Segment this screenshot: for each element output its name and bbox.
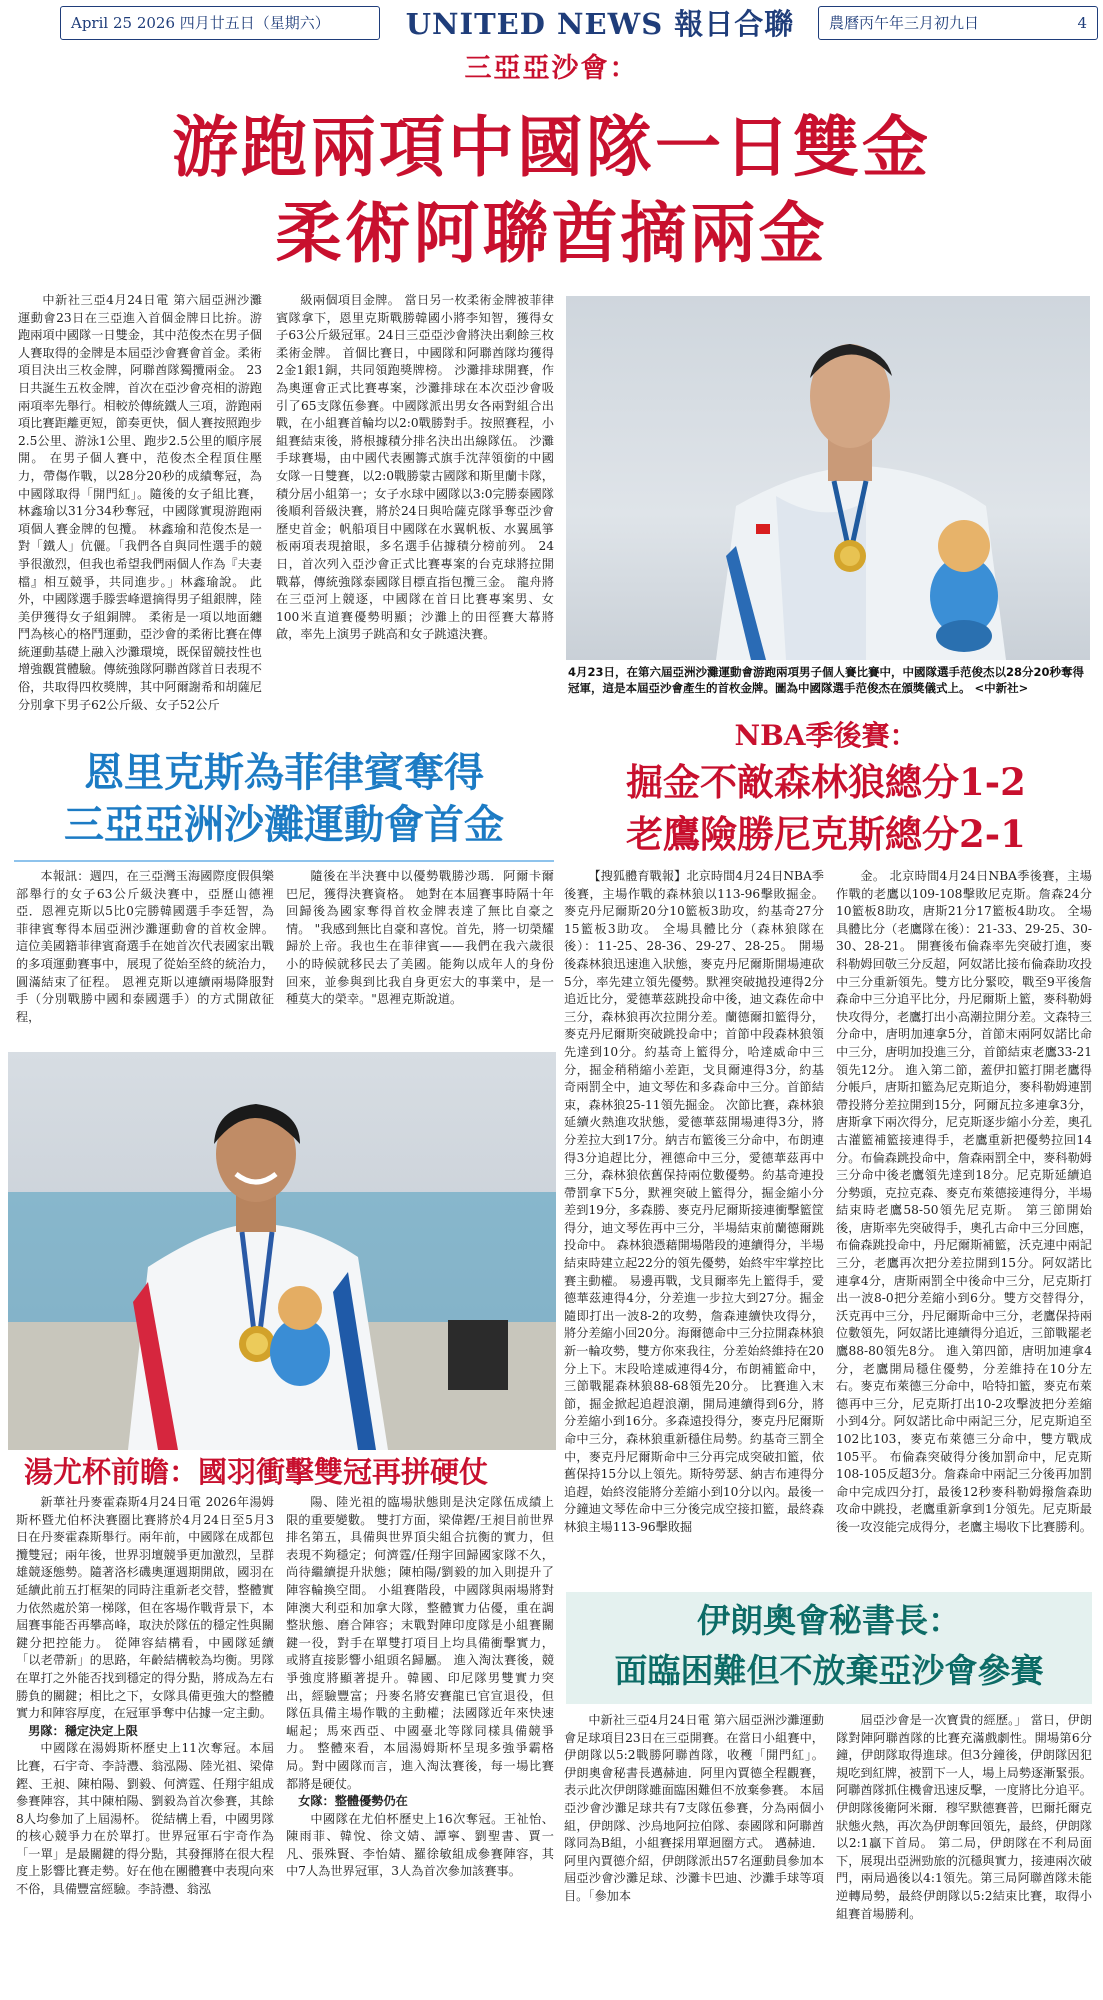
badminton-column-2	[286, 1494, 554, 1994]
iran-text-1: 中新社三亞4月24日電 第六屆亞洲沙灘運動會足球項目23日在三亞開賽。在當日小組賽中，伊朗隊以5:2戰勝阿聯酋隊，收穫「開門紅」。 伊朗奧會秘書長邁赫迪．阿里內賈德全程觀賽，表示此次伊朗隊雖面臨困難但不放棄參賽。 本屆亞沙會沙灘足球共有7支隊伍參賽，分為兩個小組，伊朗隊、沙烏地阿拉伯隊、泰國隊和阿聯酋隊同為B組，小組賽採用單迴圈方式。 邁赫迪．阿里內賈德介紹，伊朗隊派出57名運動員參加本屆亞沙會沙灘足球、沙灘卡巴迪、沙灘手球等項目。「參加本	[564, 1713, 824, 1903]
badminton-text-2: 陽、陸光祖的臨場狀態則是決定隊伍成績上限的重要變數。 雙打方面，梁偉鏗/王昶目前世界排名第五，具備與世界頂尖組合抗衡的實力，但表現不夠穩定；何濟霆/任翔宇回歸國家隊不久，尚待繼續提升狀態；陳柏陽/劉毅的加入則提升了陣容輪換空間。 小組賽階段，中國隊與兩場將對陣澳大利亞和加拿大隊，整體實力佔優，重在調整狀態、磨合陣容；末戰對陣印度隊是小組賽關鍵一役，對手在單雙打項目上均具備衝擊實力，或將直接影響小組頭名歸屬。 進入淘汰賽後，競爭強度將顯著提升。韓國、印尼隊男雙實力突出，經驗豐富；丹麥名將安賽龍已官宣退役，但隊伍具備主場作戰的主動權；法國隊近年來快速崛起；馬來西亞、中國臺北等隊同樣具備競爭力。 整體來看，本屆湯姆斯杯呈現多強爭霸格局。對中國隊而言，進入淘汰賽後，每一場比賽都將是硬仗。	[286, 1495, 554, 1791]
badminton-text-1: 新華社丹麥霍森斯4月24日電 2026年湯姆斯杯暨尤伯杯決賽圈比賽將於4月24日至5月3日在丹麥霍森斯舉行。兩年前，中國隊在成都包攬雙冠；兩年後，世界羽壇競爭更加激烈，呈群雄競逐態勢。隨著洛杉磯奧運週期開啟，國羽在延續此前五打框架的同時注重新老交替，整體實力依然處於第一梯隊，但在客場作戰背景下，本屆賽事能否再攀高峰，取決於隊伍的穩定性與關鍵分把控能力。 從陣容結構看，中國隊延續「以老帶新」的思路，年齡結構較為均衡。男隊在單打之外能否找到穩定的得分點，將成為左右勝負的關鍵；相比之下，女隊具備更強大的整體實力和陣容厚度，在冠軍爭奪中佔據一定主動。	[16, 1495, 274, 1721]
philippines-photo	[8, 1052, 556, 1450]
lead-story-text-1: 中新社三亞4月24日電 第六屆亞洲沙灘運動會23日在三亞進入首個金牌日比拚。游跑兩項中國隊一日雙金，其中范俊杰在男子個人賽取得的金牌是本屆亞沙會賽會首金。柔術項目決出三枚金牌，阿聯酋隊獨攬兩金。 23日共誕生五枚金牌，首次在亞沙會亮相的游跑兩項率先舉行。相較於傳統鐵人三項，游跑兩項比賽距離更短，節奏更快，個人賽按照跑步2.5公里、游泳1公里、跑步2.5公里的順序展開。 在男子個人賽中，范俊杰全程頂住壓力，帶傷作戰，以28分20秒的成績奪冠，為中國隊取得「開門紅」。隨後的女子組比賽，林鑫瑜以31分34秒奪冠，中國隊實現游跑兩項個人賽金牌的包攬。 林鑫瑜和范俊杰是一對「鐵人」伉儷。「我們各自與同性選手的競爭很激烈，但我也希望我們兩個人作為『夫妻檔』相互競爭，共同進步。」林鑫瑜說。 此外，中國隊選手滕雲峰還摘得男子組銀牌，陸美伊獲得女子組銅牌。 柔術是一項以地面纏鬥為核心的格鬥運動，亞沙會的柔術比賽在傳統運動基礎上融入沙灘環境，既保留競技性也增強觀賞體驗。傳統強隊阿聯酋隊首日表現不俗，共取得四枚獎牌，其中阿爾謝希和胡薩尼分別拿下男子62公斤級、女子52公斤	[18, 293, 262, 712]
lead-headline-line1: 游跑兩項中國隊一日雙金	[172, 108, 931, 186]
iran-text-2: 屆亞沙會是一次寶貴的經歷。」 當日，伊朗隊對陣阿聯酋隊的比賽充滿戲劇性。開場第6分鐘，伊朗隊取得進球。但3分鐘後，伊朗隊因犯規吃到紅牌，被罰下一人，場上局勢逐漸緊張。阿聯酋隊抓住機會迅速反擊，一度將比分追平。伊朗隊後衛阿米爾．穆罕默德賽普，巴爾托爾克狀態火熱，再次為伊朗奪回領先，最終，伊朗隊以2:1贏下首局。 第二局，伊朗隊在不利局面下，展現出亞洲勁旅的沉穩與實力，接連兩次破門，兩局過後以4:1領先。第三局阿聯酋隊未能逆轉局勢，最終伊朗隊以5:2結束比賽，取得小組賽首場勝利。	[836, 1713, 1092, 1921]
badminton-text-1b: 中國隊在湯姆斯杯歷史上11次奪冠。本屆比賽，石宇奇、李詩灃、翁泓陽、陸光祖、梁偉鏗、王昶、陳柏陽、劉毅、何濟霆、任翔宇組成參賽陣容，其中陳柏陽、劉毅為首次參賽，其餘8人均參加了上屆湯杯。 從結構上看，中國男隊的核心競爭力在於單打。世界冠軍石宇奇作為「一單」是最關鍵的得分點，其發揮將在很大程度上影響比賽走勢。好在他在團體賽中表現向來不俗，具備豐富經驗。李詩灃、翁泓	[16, 1741, 274, 1897]
masthead-date-left: April 25 2026 四月廿五日（星期六）	[60, 6, 380, 40]
athlete-with-medal-illustration	[566, 296, 1090, 660]
iran-column-1	[564, 1712, 824, 1996]
lead-photo	[566, 296, 1090, 660]
iran-headline-line2: 面臨困難但不放棄亞沙會參賽	[614, 1651, 1044, 1690]
philippines-headline-line1: 恩里克斯為菲律賓奪得	[84, 749, 484, 796]
nba-kicker: NBA季後賽：	[734, 719, 918, 752]
badminton-subhead-men: 男隊：穩定決定上限	[28, 1723, 138, 1738]
nba-headline-line1: 掘金不敵森林狼總分1-2	[626, 760, 1026, 804]
nba-text-2: 金。 北京時間4月24日NBA季後賽，主場作戰的老鷹以109-108擊敗尼克斯。詹森24分10籃板8助攻，唐斯21分17籃板4助攻。 全場具體比分（老鷹隊在後）：21-33、29-25、30-30、28-21。 開賽後布倫森率先突破打進，麥科勒姆回敬三分反超，阿奴諾比接布倫森助攻投中三分重新領先。雙方比分緊咬，戰至9平後詹森命中三分追平比分，丹尼爾斯上籃，麥科勒姆快攻得分，老鷹打出小高潮拉開分差。文森特三分命中，唐明加連拿5分，首節末兩阿奴諾比命中三分，唐明加投進三分，首節結束老鷹33-21領先12分。 進入第二節，蓋伊扣籃打開老鷹得分帳戶，唐斯扣籃為尼克斯追分，麥科勒姆連罰帶投將分差拉開到15分，阿爾瓦拉多連拿3分，唐斯拿下兩次得分，尼克斯逐步縮小分差，奧孔古灌籃補籃接連得手，老鷹重新把優勢拉回14分。布倫森跳投命中，詹森兩罰全中，麥科勒姆三分命中後老鷹領先達到18分。尼克斯延續追分勢頭，克拉克森、麥克布萊德接連得分，半場結束時老鷹58-50領先尼克斯。 第三節開始後，唐斯率先突破得手，奧孔古命中三分回應，布倫森跳投命中，丹尼爾斯補籃，沃克連中兩記三分，老鷹再次把分差拉開到15分。阿奴諾比連拿4分，唐斯兩罰全中後命中三分，尼克斯打出一波8-0把分差縮小到6分。雙方交替得分，沃克再中三分，丹尼爾斯命中三分，老鷹保持兩位數領先，阿奴諾比連續得分追近，三節戰罷老鷹88-80領先8分。 進入第四節，唐明加連拿4分，老鷹開局穩住優勢，分差維持在10分左右。麥克布萊德三分命中，哈特扣籃，麥克布萊德再中三分，尼克斯打出10-2攻擊波把分差縮小到4分。阿奴諾比命中兩記三分，尼克斯追至102比103，麥克布萊德三分命中，雙方戰成105平。 布倫森突破得分後加罰命中，尼克斯108-105反超3分。詹森命中兩記三分後再加罰命中完成四分打，最後12秒麥科勒姆撥詹森助攻命中跳投，老鷹重新拿到1分領先。尼克斯最後一攻沒能完成得分，老鷹主場收下比賽勝利。	[836, 869, 1092, 1534]
newspaper-title: UNITED NEWS 報日合聯	[405, 7, 795, 41]
philippines-headline-line2: 三亞亞洲沙灘運動會首金	[64, 801, 504, 848]
lead-story-column-2	[276, 292, 554, 776]
badminton-text-2b: 中國隊在尤伯杯歷史上16次奪冠。王祉怡、陳雨菲、韓悅、徐文婧、譚寧、劉聖書、賈一凡、張殊賢、李怡婧、羅徐敏組成參賽陣容，其中7人為世界冠軍，3人為首次參加該賽事。	[286, 1811, 554, 1879]
nba-column-2	[836, 868, 1092, 1588]
lead-headline-line2: 柔術阿聯酋摘兩金	[275, 194, 828, 272]
nba-text-1: 【搜狐體育戰報】北京時間4月24日NBA季後賽，主場作戰的森林狼以113-96擊敗掘金。麥克丹尼爾斯20分10籃板3助攻，約基奇27分15籃板3助攻。 全場具體比分（森林狼隊在後）：11-25、28-36、29-27、28-25。 開場後森林狼迅速進入狀態，麥克丹尼爾斯開場連砍5分，率先建立領先優勢。默裡突破拋投連得2分追近比分，愛德華茲跳投命中後，迪文森佐命中三分，森林狼再次拉開分差。蘭德爾扣籃得分，麥克丹尼爾斯突破跳投命中；首節中段森林狼領先達到10分。約基奇上籃得分，哈達威命中三分，掘金稍稍縮小差距，戈貝爾連得3分，約基奇兩罰全中，迪文琴佐和多森命中三分。首節結束，森林狼25-11領先掘金。 次節比賽，森林狼延續火熱進攻狀態，愛德華茲開場連得3分，將分差拉大到17分。納吉布籃後三分命中，布朗連得3分追趕比分，裡德命中三分，愛德華茲再中三分，森林狼依舊保持兩位數優勢。約基奇連投帶罰拿下5分，默裡突破上籃得分，掘金縮小分差到19分，多森勝、麥克丹尼爾斯接連衝擊籃筐得分，迪文琴佐再中三分，半場結束前蘭德爾跳投命中。 森林狼憑藉開場階段的連續得分，半場結束時建立起22分的領先優勢，始終牢牢掌控比賽主動權。 易邊再戰，戈貝爾率先上籃得手，愛德華茲連得4分，分差進一步拉大到27分。掘金隨即打出一波8-2的攻勢，詹森連續快攻得分，將分差縮小回20分。海爾德命中三分拉開森林狼新一輪攻勢，雙方你來我往，分差始終維持在20分上下。末段哈達威連得4分，布朗補籃命中，三節戰罷森林狼88-68領先20分。 比賽進入末節，掘金掀起追趕浪潮，開局連續得到6分，將分差縮小到16分。多森遠投得分，麥克丹尼爾斯命中三分，森林狼重新穩住局勢。約基奇三罰全中，麥克丹尼爾斯命中三分再完成突破扣籃，依舊保持15分以上領先。斯特勞瑟、納吉布連得分追趕，始終沒能將分差縮小到10分以內。最後一分鐘迪文琴佐命中三分後完成空接扣籃，最終森林狼主場113-96擊敗掘	[564, 869, 824, 1534]
philippines-column-1	[16, 868, 274, 1048]
podium-athlete-illustration	[8, 1052, 556, 1450]
lead-kicker: 三亞亞沙會：	[464, 53, 639, 84]
badminton-headline: 湯尤杯前瞻：國羽衝擊雙冠再拼硬仗	[24, 1455, 489, 1489]
masthead	[0, 0, 1103, 48]
badminton-subhead-women: 女隊：整體優勢仍在	[298, 1794, 408, 1809]
lead-photo-caption: 4月23日，在第六屆亞洲沙灘運動會游跑兩項男子個人賽比賽中，中國隊選手范俊杰以28分20秒奪得冠軍，這是本屆亞沙會產生的首枚金牌。圖為中國隊選手范俊杰在頒獎儀式上。 <中新社>	[568, 665, 1085, 695]
lunar-date: 農曆丙午年三月初九日	[829, 14, 980, 32]
lead-story-text-2: 級兩個項目金牌。 當日另一枚柔術金牌被菲律賓隊拿下，恩里克斯戰勝韓國小將李知智，獲得女子63公斤級冠軍。24日三亞亞沙會將決出剩餘三枚柔術金牌。 首個比賽日，中國隊和阿聯酋隊均獲得2金1銀1銅，共同領跑獎牌榜。 沙灘排球開賽，作為奧運會正式比賽專案，沙灘排球在本次亞沙會吸引了65支隊伍參賽。中國隊派出男女各兩對組合出戰，在小組賽首輪均以2:0戰勝對手。按照賽程，小組賽結束後，將根據積分排名決出出線隊伍。 沙灘手球賽場，由中國代表團籌式旗手沈萍領銜的中國女隊一日雙賽，以2:0戰勝蒙古國隊和斯里蘭卡隊，積分居小組第一；女子水球中國隊以3:0完勝泰國隊後順利晉級決賽，將於24日與哈薩克隊爭奪亞沙會歷史首金；帆船項目中國隊在水翼帆板、水翼風箏板兩項表現搶眼，多名選手佔據積分榜前列。 24日，首次列入亞沙會正式比賽專案的台克球將拉開戰幕，傳統強隊泰國隊目標直指包攬三金。 龍舟將在三亞河上競逐，中國隊在首日比賽專案男、女100米直道賽優勢明顯；沙灘上的田徑賽大幕將啟，率先上演男子跳高和女子跳遠決賽。	[276, 293, 554, 642]
masthead-date-right	[818, 6, 1098, 40]
nba-column-1	[564, 868, 824, 1588]
page-number: 4	[1077, 14, 1087, 32]
nba-headline-line2: 老鷹險勝尼克斯總分2-1	[626, 812, 1026, 856]
lead-story-column-1	[18, 292, 262, 776]
iran-headline-line1: 伊朗奧會秘書長：	[697, 1601, 961, 1640]
section-divider	[14, 860, 554, 862]
philippines-column-2	[286, 868, 554, 1048]
badminton-column-1	[16, 1494, 274, 1994]
iran-column-2	[836, 1712, 1092, 1996]
philippines-text-2: 隨後在半決賽中以優勢戰勝沙瑪．阿爾卡爾巴尼，獲得決賽資格。 她對在本屆賽事時隔十年回歸後為國家奪得首枚金牌表達了無比自豪之情。 "我感到無比自豪和喜悅。首先，將一切榮耀歸於上帝。我也生在菲律賓——我們在我六歲很小的時候就移民去了美國。能夠以成年人的身份回來，並參與到比我自身更宏大的事業中，是一種莫大的榮幸。"恩裡克斯說道。	[286, 869, 554, 1007]
philippines-text-1: 本報訊：週四，在三亞灣玉海國際度假俱樂部舉行的女子63公斤級決賽中，亞歷山德裡亞．恩裡克斯以5比0完勝韓國選手李廷智，為菲律賓奪得本屆亞洲沙灘運動會的首枚金牌。 這位美國籍菲律賓裔選手在她首次代表國家出戰的多項運動賽事中，展現了從始至終的統治力，圓滿結束了征程。 恩裡克斯以連續兩場降服對手（分別戰勝中國和泰國選手）的方式開啟征程，	[16, 869, 274, 1024]
